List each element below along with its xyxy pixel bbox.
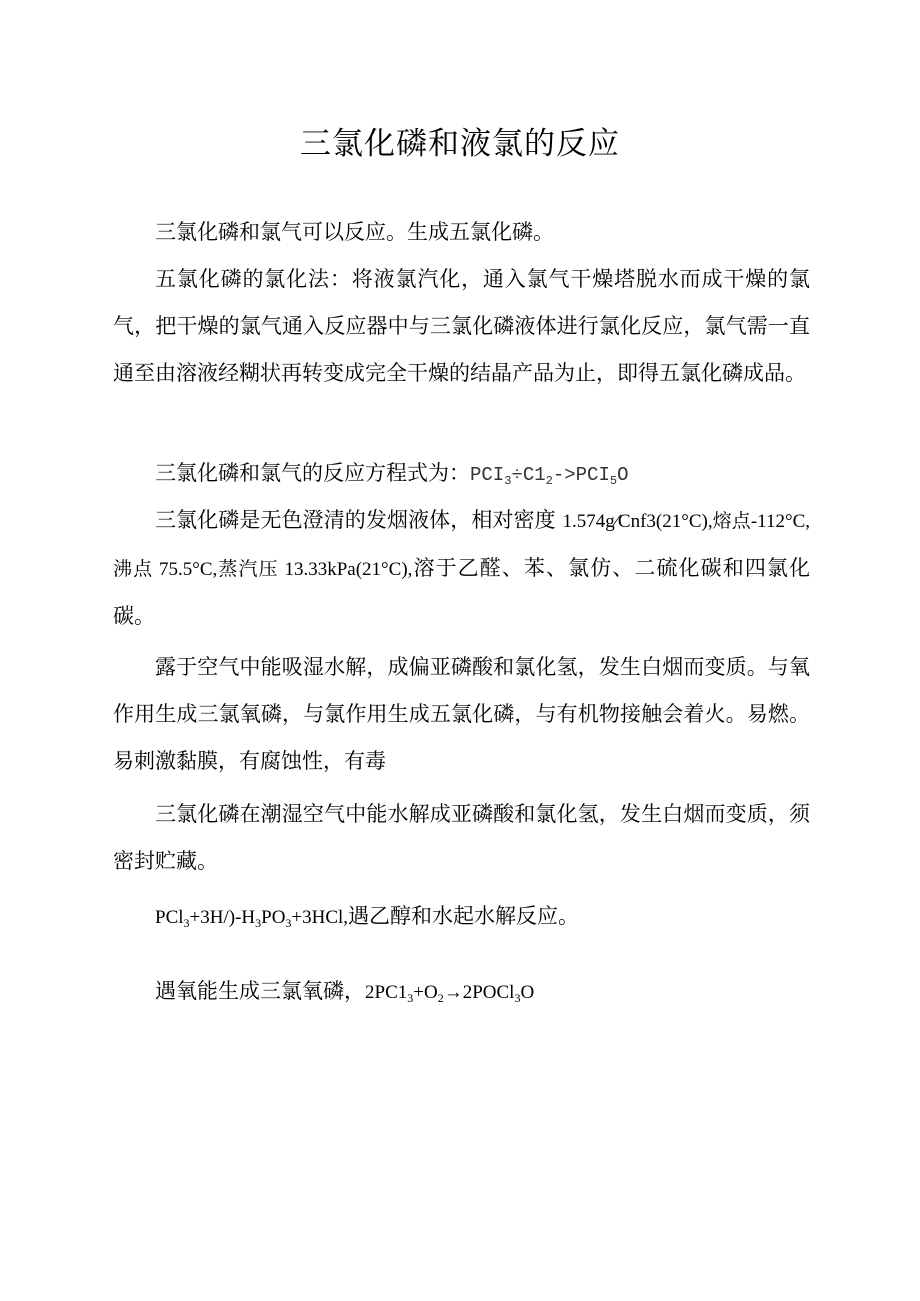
paragraph-7: $PCl_3+3H/)-H_3PO_3+3HCl$,遇乙醇和水起水解反应。 — [155, 904, 580, 930]
paragraph-3 — [113, 450, 810, 499]
reaction-equation: $PCI_3\div C1_2->PCI_5O$ — [470, 464, 629, 488]
density-value: 1.574g∕Cnf3(21°C), — [562, 511, 713, 532]
paragraph-8: 遇氧能生成三氯氧磷，$2PC1_3+O_2\to 2POCl_3O$ — [155, 979, 535, 1005]
paragraph-4: 三氯化磷是无色澄清的发烟液体，相对密度 1.574g∕Cnf3(21°C),熔点-112°C,沸点 75.5°C,蒸汽压 13.33kPa(21°C),溶于乙醛、苯、氯仿、二硫化碳和四氯化碳。 — [113, 508, 810, 628]
paragraph-5: 露于空气中能吸湿水解，成偏亚磷酸和氯化氢，发生白烟而变质。与氧作用生成三氯氧磷，与氯作用生成五氯化磷，与有机物接触会着火。易燃。易刺激黏膜，有腐蚀性，有毒 — [113, 655, 810, 773]
paragraph-2: 五氯化磷的氯化法：将液氯汽化，通入氯气干燥塔脱水而成干燥的氯气，把干燥的氯气通入反应器中与三氯化磷液体进行氯化反应，氯气需一直通至由溶液经糊状再转变成完全干燥的结晶产品为止，即得五氯化磷成品。 — [113, 267, 810, 385]
oxidation-equation: $2PC1_3+O_2\to 2POCl_3O$ — [365, 982, 535, 1005]
paragraph-6: 三氯化磷在潮湿空气中能水解成亚磷酸和氯化氢，发生白烟而变质，须密封贮藏。 — [113, 802, 810, 873]
paragraph-1: 三氯化磷和氯气可以反应。生成五氯化磷。 — [155, 220, 554, 244]
physical-properties: 熔点-112°C,沸点 75.5°C,蒸汽压 13.33kPa(21°C), — [113, 511, 810, 580]
page-title: 三氯化磷和液氯的反应 — [300, 126, 620, 162]
equation-intro: 三氯化磷和氯气的反应方程式为： — [155, 461, 470, 485]
hydrolysis-equation: $PCl_3+3H/)-H_3PO_3+3HCl$, — [155, 907, 349, 930]
